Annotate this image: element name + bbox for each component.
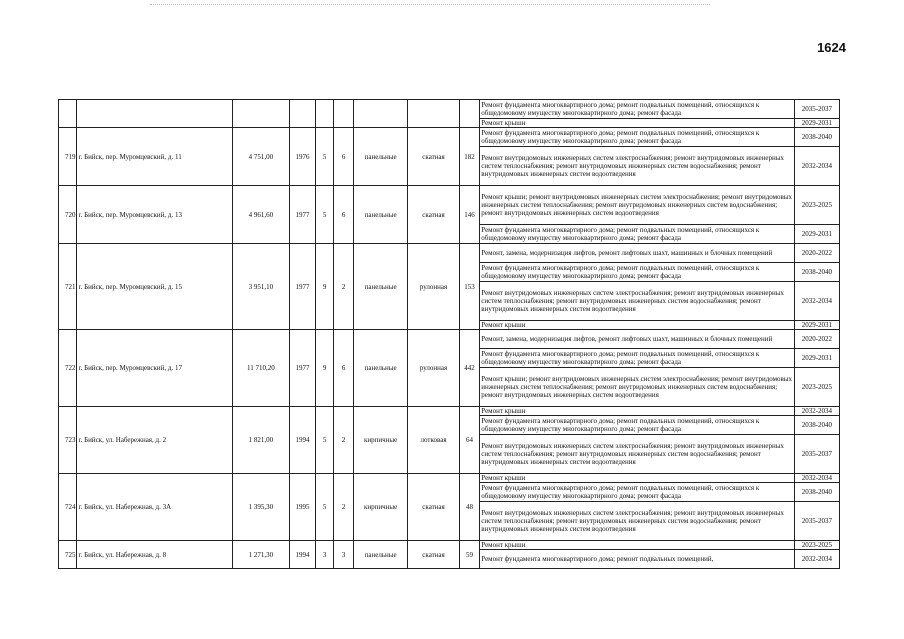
build-year: 1994 (290, 541, 316, 569)
table-row (59, 100, 840, 119)
empty-cell (315, 100, 333, 128)
empty-cell (290, 100, 316, 128)
house-area: 1 395,30 (232, 474, 290, 541)
build-year: 1994 (290, 407, 316, 474)
work-period: 2029-2031 (794, 119, 839, 128)
empty-cell (408, 100, 459, 128)
house-address: г. Бийск, ул. Набережная, д. 3А (77, 474, 232, 541)
table-row (59, 474, 840, 483)
floors-count: 5 (315, 474, 333, 541)
work-period: 2020-2022 (794, 330, 839, 349)
work-description: Ремонт крыши (480, 474, 794, 483)
page-number: 1624 (817, 40, 846, 55)
roof-type: скатная (408, 186, 459, 244)
work-period: 2029-2031 (794, 225, 839, 244)
work-description: Ремонт фундамента многоквартирного дома; ремонт подвальных помещений, (480, 550, 794, 569)
table-row (59, 186, 840, 225)
work-description: Ремонт фундамента многоквартирного дома; ремонт подвальных помещений, относящихся к общедомовому имуществу многоквартирного дома; ремонт фасада (480, 349, 794, 368)
residents-count: 182 (459, 128, 480, 186)
roof-type: скатная (408, 541, 459, 569)
work-period: 2032-2034 (794, 550, 839, 569)
work-description: Ремонт крыши (480, 119, 794, 128)
floors-count: 5 (315, 186, 333, 244)
floors-count: 3 (315, 541, 333, 569)
house-area: 11 710,20 (232, 330, 290, 407)
house-area: 4 961,60 (232, 186, 290, 244)
work-description: Ремонт крыши (480, 407, 794, 416)
work-description: Ремонт крыши; ремонт внутридомовых инженерных систем электроснабжения; ремонт внутридомовых инженерных систем теплоснабжения; ремонт внутридомовых инженерных систем водоснабжения; ремонт внутридомовых инженерных систем водоотведения (480, 186, 794, 225)
house-number: 723 (59, 407, 77, 474)
work-period: 2020-2022 (794, 244, 839, 263)
residents-count: 59 (459, 541, 480, 569)
work-period: 2023-2025 (794, 541, 839, 550)
residents-count: 146 (459, 186, 480, 244)
entrances-count: 6 (334, 128, 354, 186)
work-period: 2032-2034 (794, 282, 839, 321)
house-area: 3 951,10 (232, 244, 290, 330)
residents-count: 153 (459, 244, 480, 330)
build-year: 1977 (290, 186, 316, 244)
residents-count: 442 (459, 330, 480, 407)
table-row (59, 128, 840, 147)
table-row (59, 244, 840, 263)
wall-material: панельные (353, 244, 407, 330)
wall-material: панельные (353, 128, 407, 186)
roof-type: рулонная (408, 244, 459, 330)
housing-repair-table (58, 99, 840, 569)
residents-count: 64 (459, 407, 480, 474)
work-description: Ремонт внутридомовых инженерных систем электроснабжения; ремонт внутридомовых инженерных систем теплоснабжения; ремонт внутридомовых инженерных систем водоснабжения; ремонт внутридомовых инженерных систем водоотведения (480, 502, 794, 541)
floors-count: 5 (315, 128, 333, 186)
house-area: 1 821,00 (232, 407, 290, 474)
house-area: 4 751,00 (232, 128, 290, 186)
empty-cell (232, 100, 290, 128)
work-description: Ремонт фундамента многоквартирного дома; ремонт подвальных помещений, относящихся к общедомовому имуществу многоквартирного дома; ремонт фасада (480, 263, 794, 282)
wall-material: кирпичные (353, 407, 407, 474)
entrances-count: 2 (334, 244, 354, 330)
work-period: 2032-2034 (794, 474, 839, 483)
entrances-count: 2 (334, 474, 354, 541)
work-period: 2035-2037 (794, 435, 839, 474)
roof-type: скатная (408, 474, 459, 541)
entrances-count: 6 (334, 186, 354, 244)
floors-count: 5 (315, 407, 333, 474)
work-period: 2038-2040 (794, 416, 839, 435)
work-description: Ремонт крыши (480, 541, 794, 550)
entrances-count: 6 (334, 330, 354, 407)
work-period: 2032-2034 (794, 407, 839, 416)
work-description: Ремонт, замена, модернизация лифтов, ремонт лифтовых шахт, машинных и блочных помещений (480, 244, 794, 263)
work-description: Ремонт внутридомовых инженерных систем электроснабжения; ремонт внутридомовых инженерных систем теплоснабжения; ремонт внутридомовых инженерных систем водоснабжения; ремонт внутридомовых инженерных систем водоотведения (480, 282, 794, 321)
house-address: г. Бийск, пер. Муромцевский, д. 13 (77, 186, 232, 244)
work-period: 2038-2040 (794, 128, 839, 147)
work-period: 2038-2040 (794, 483, 839, 502)
residents-count: 48 (459, 474, 480, 541)
build-year: 1995 (290, 474, 316, 541)
table-row (59, 330, 840, 349)
work-period: 2038-2040 (794, 263, 839, 282)
empty-cell (334, 100, 354, 128)
wall-material: панельные (353, 330, 407, 407)
house-address: г. Бийск, пер. Муромцевский, д. 15 (77, 244, 232, 330)
table-row (59, 407, 840, 416)
house-number: 722 (59, 330, 77, 407)
floors-count: 9 (315, 330, 333, 407)
house-number: 720 (59, 186, 77, 244)
house-address: г. Бийск, ул. Набережная, д. 2 (77, 407, 232, 474)
house-number: 724 (59, 474, 77, 541)
work-description: Ремонт внутридомовых инженерных систем электроснабжения; ремонт внутридомовых инженерных систем теплоснабжения; ремонт внутридомовых инженерных систем водоснабжения; ремонт внутридомовых инженерных систем водоотведения (480, 435, 794, 474)
build-year: 1977 (290, 244, 316, 330)
house-address: г. Бийск, пер. Муромцевский, д. 11 (77, 128, 232, 186)
roof-type: лотковая (408, 407, 459, 474)
work-period: 2035-2037 (794, 502, 839, 541)
house-address: г. Бийск, ул. Набережная, д. 8 (77, 541, 232, 569)
wall-material: панельные (353, 541, 407, 569)
work-period: 2029-2031 (794, 321, 839, 330)
wall-material: панельные (353, 186, 407, 244)
house-address: г. Бийск, пер. Муромцевский, д. 17 (77, 330, 232, 407)
scan-artifact (150, 4, 710, 6)
house-number: 721 (59, 244, 77, 330)
work-description: Ремонт внутридомовых инженерных систем электроснабжения; ремонт внутридомовых инженерных систем теплоснабжения; ремонт внутридомовых инженерных систем водоснабжения; ремонт внутридомовых инженерных систем водоотведения (480, 147, 794, 186)
work-period: 2035-2037 (794, 100, 839, 119)
roof-type: скатная (408, 128, 459, 186)
house-number: 719 (59, 128, 77, 186)
work-period: 2023-2025 (794, 368, 839, 407)
work-description: Ремонт фундамента многоквартирного дома; ремонт подвальных помещений, относящихся к общедомовому имуществу многоквартирного дома; ремонт фасада (480, 225, 794, 244)
work-description: Ремонт крыши (480, 321, 794, 330)
entrances-count: 3 (334, 541, 354, 569)
empty-cell (77, 100, 232, 128)
table-row (59, 541, 840, 550)
build-year: 1976 (290, 128, 316, 186)
empty-cell (459, 100, 480, 128)
work-description: Ремонт фундамента многоквартирного дома; ремонт подвальных помещений, относящихся к общедомовому имуществу многоквартирного дома; ремонт фасада (480, 416, 794, 435)
build-year: 1977 (290, 330, 316, 407)
work-period: 2032-2034 (794, 147, 839, 186)
empty-cell (353, 100, 407, 128)
house-area: 1 271,30 (232, 541, 290, 569)
wall-material: кирпичные (353, 474, 407, 541)
entrances-count: 2 (334, 407, 354, 474)
work-period: 2029-2031 (794, 349, 839, 368)
work-description: Ремонт крыши; ремонт внутридомовых инженерных систем электроснабжения; ремонт внутридомовых инженерных систем теплоснабжения; ремонт внутридомовых инженерных систем водоснабжения; ремонт внутридомовых инженерных систем водоотведения (480, 368, 794, 407)
work-description: Ремонт фундамента многоквартирного дома; ремонт подвальных помещений, относящихся к общедомовому имуществу многоквартирного дома; ремонт фасада (480, 483, 794, 502)
house-number: 725 (59, 541, 77, 569)
work-period: 2023-2025 (794, 186, 839, 225)
empty-cell (59, 100, 77, 128)
work-description: Ремонт, замена, модернизация лифтов, ремонт лифтовых шахт, машинных и блочных помещений (480, 330, 794, 349)
floors-count: 9 (315, 244, 333, 330)
work-description: Ремонт фундамента многоквартирного дома; ремонт подвальных помещений, относящихся к общедомовому имуществу многоквартирного дома; ремонт фасада (480, 128, 794, 147)
roof-type: рулонная (408, 330, 459, 407)
table-body (59, 100, 840, 569)
work-description: Ремонт фундамента многоквартирного дома; ремонт подвальных помещений, относящихся к общедомовому имуществу многоквартирного дома; ремонт фасада (480, 100, 794, 119)
